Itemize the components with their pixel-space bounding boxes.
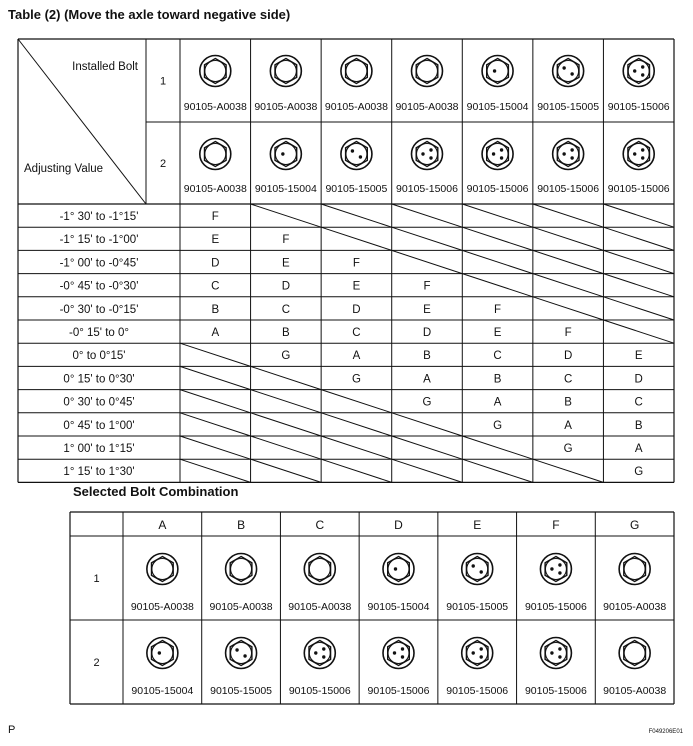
bolt-icon xyxy=(200,139,231,170)
bolt-icon xyxy=(553,56,584,87)
bolt-part-number: 90105-15005 xyxy=(325,183,388,195)
bolt-icon xyxy=(341,56,372,87)
mark-dot xyxy=(562,66,565,69)
mark-dot xyxy=(480,647,483,650)
bolt-icon xyxy=(226,638,257,669)
adjusting-value-range: 1° 15' to 1°30' xyxy=(63,466,135,479)
na-cell-diagonal xyxy=(251,204,322,227)
combination-letter: A xyxy=(211,327,220,339)
na-cell-diagonal xyxy=(392,204,463,227)
mark-dot xyxy=(500,156,503,159)
na-cell-diagonal xyxy=(251,390,322,413)
na-cell-diagonal xyxy=(392,459,463,482)
combination-letter: G xyxy=(563,443,573,455)
bolt-part-number: 90105-A0038 xyxy=(288,601,352,613)
combination-letter: G xyxy=(634,466,644,479)
bolt-part-number: 90105-15004 xyxy=(254,183,317,195)
mark-dot xyxy=(401,647,404,650)
combination-letter: A xyxy=(493,396,502,409)
combination-letter: B xyxy=(493,373,502,386)
combination-letter: B xyxy=(211,303,220,316)
bolt-icon xyxy=(553,139,584,170)
na-cell-diagonal xyxy=(321,436,392,459)
na-cell-diagonal xyxy=(533,204,604,227)
bolt-part-number: 90105-15006 xyxy=(524,685,587,697)
bolt-part-number: 90105-A0038 xyxy=(183,183,247,195)
bolt-icon xyxy=(462,638,493,669)
adjusting-value-label: Adjusting Value xyxy=(24,163,104,175)
na-cell-diagonal xyxy=(462,227,533,250)
mark-dot xyxy=(322,647,325,650)
combination-column-header: G xyxy=(629,518,640,532)
combination-letter: D xyxy=(634,373,643,386)
mark-dot xyxy=(480,655,483,658)
na-cell-diagonal xyxy=(603,204,674,227)
mark-dot xyxy=(500,148,503,151)
combination-letter: G xyxy=(351,373,361,386)
mark-dot xyxy=(243,654,246,657)
bolt-part-number: 90105-15004 xyxy=(367,601,430,613)
na-cell-diagonal xyxy=(251,413,322,436)
combination-letter: D xyxy=(422,327,432,339)
combination-letter: C xyxy=(281,303,291,316)
combination-letter: E xyxy=(352,280,361,293)
na-cell-diagonal xyxy=(321,204,392,227)
mark-dot xyxy=(641,148,644,151)
na-cell-diagonal xyxy=(321,413,392,436)
bolt-icon xyxy=(270,56,301,87)
bolt-icon xyxy=(383,638,414,669)
mark-dot xyxy=(550,567,553,570)
combination-letter: G xyxy=(422,396,432,409)
combination-letter: A xyxy=(352,350,361,363)
mark-dot xyxy=(394,567,397,570)
na-cell-diagonal xyxy=(533,250,604,273)
combination-letter: F xyxy=(282,234,290,247)
combination-letter: B xyxy=(564,396,572,409)
na-cell-diagonal xyxy=(180,436,251,459)
combination-row-label: 2 xyxy=(93,657,100,669)
combination-letter: E xyxy=(211,234,220,247)
mark-dot xyxy=(359,155,362,158)
bolt-icon xyxy=(412,139,443,170)
bolt-icon xyxy=(270,139,301,170)
combination-column-header: E xyxy=(473,518,482,532)
adjusting-value-range: -0° 15' to 0° xyxy=(69,327,129,339)
na-cell-diagonal xyxy=(462,274,533,297)
na-cell-diagonal xyxy=(392,436,463,459)
bolt-part-number: 90105-15004 xyxy=(131,685,194,697)
mark-dot xyxy=(322,655,325,658)
mark-dot xyxy=(641,73,644,76)
na-cell-diagonal xyxy=(251,366,322,389)
adjusting-value-range: -0° 30' to -0°15' xyxy=(59,303,139,316)
bolt-icon xyxy=(540,638,571,669)
bolt-part-number: 90105-15005 xyxy=(537,101,600,113)
combination-column-header: F xyxy=(552,518,560,532)
combination-column-header: D xyxy=(394,518,403,532)
combination-letter: B xyxy=(634,419,643,432)
bolt-part-number: 90105-15006 xyxy=(446,685,509,697)
bolt-icon xyxy=(482,56,513,87)
na-cell-diagonal xyxy=(462,204,533,227)
mark-dot xyxy=(558,655,561,658)
na-cell-diagonal xyxy=(180,390,251,413)
combination-letter: D xyxy=(281,280,291,293)
bolt-part-number: 90105-15005 xyxy=(210,685,273,697)
adjusting-value-range: 0° 30' to 0°45' xyxy=(63,396,135,409)
combination-letter: A xyxy=(423,373,431,386)
na-cell-diagonal xyxy=(180,366,251,389)
bolt-part-number: 90105-A0038 xyxy=(254,101,318,113)
mark-dot xyxy=(472,651,475,654)
mark-dot xyxy=(570,72,573,75)
combination-letter: C xyxy=(634,396,643,409)
combination-letter: C xyxy=(211,280,220,293)
bolt-icon xyxy=(623,56,654,87)
na-cell-diagonal xyxy=(603,274,674,297)
combination-letter: B xyxy=(282,327,290,339)
bolt-part-number: 90105-15004 xyxy=(466,101,529,113)
bolt-part-number: 90105-15006 xyxy=(607,101,670,113)
bolt-icon xyxy=(341,139,372,170)
bolt-icon xyxy=(619,638,650,669)
combination-letter: F xyxy=(211,211,219,223)
bolt-icon xyxy=(226,554,257,585)
mark-dot xyxy=(633,69,636,72)
na-cell-diagonal xyxy=(462,436,533,459)
mark-dot xyxy=(401,655,404,658)
mark-dot xyxy=(429,148,432,151)
na-cell-diagonal xyxy=(462,250,533,273)
combination-letter: G xyxy=(281,350,291,363)
combination-letter: D xyxy=(563,350,573,363)
na-cell-diagonal xyxy=(321,459,392,482)
combination-row-label: 1 xyxy=(93,573,100,585)
na-cell-diagonal xyxy=(603,227,674,250)
mark-dot xyxy=(641,65,644,68)
mark-dot xyxy=(558,647,561,650)
bolt-icon xyxy=(304,638,335,669)
mark-dot xyxy=(570,148,573,151)
na-cell-diagonal xyxy=(392,250,463,273)
na-cell-diagonal xyxy=(251,436,322,459)
na-cell-diagonal xyxy=(180,459,251,482)
na-cell-diagonal xyxy=(392,413,463,436)
mark-dot xyxy=(158,651,161,654)
installed-bolt-label: Installed Bolt xyxy=(72,61,138,73)
mark-dot xyxy=(235,648,238,651)
bolt-icon xyxy=(147,638,178,669)
adjusting-value-range: 0° 45' to 1°00' xyxy=(63,419,135,432)
mark-dot xyxy=(558,571,561,574)
bolt-icon xyxy=(482,139,513,170)
bolt-part-number: 90105-15006 xyxy=(288,685,351,697)
combination-letter: E xyxy=(634,350,643,363)
adjusting-value-range: 0° 15' to 0°30' xyxy=(63,373,135,386)
bolt-row-label: 2 xyxy=(159,158,167,170)
combination-letter: F xyxy=(423,280,431,293)
adjusting-value-range: 1° 00' to 1°15' xyxy=(63,443,135,455)
bolt-part-number: 90105-A0038 xyxy=(603,601,667,613)
bolt-part-number: 90105-15006 xyxy=(607,183,670,195)
adjusting-value-range: -1° 30' to -1°15' xyxy=(59,211,139,223)
footer-page-mark: P xyxy=(8,724,16,736)
bolt-part-number: 90105-15005 xyxy=(446,601,509,613)
mark-dot xyxy=(351,149,354,152)
mark-dot xyxy=(429,156,432,159)
bolt-icon xyxy=(462,554,493,585)
figure-code: F049206E01 xyxy=(648,729,683,735)
table2-title: Table (2) (Move the axle toward negative side) xyxy=(8,7,291,22)
adjusting-value-range: -1° 15' to -1°00' xyxy=(59,234,139,247)
combination-letter: B xyxy=(423,350,431,363)
bolt-part-number: 90105-15006 xyxy=(396,183,458,195)
combination-letter: C xyxy=(493,350,502,363)
combination-letter: D xyxy=(211,257,220,270)
na-cell-diagonal xyxy=(603,297,674,320)
na-cell-diagonal xyxy=(533,459,604,482)
bolt-icon xyxy=(412,56,443,87)
na-cell-diagonal xyxy=(603,250,674,273)
bolt-part-number: 90105-15006 xyxy=(524,601,587,613)
combination-column-header: C xyxy=(315,518,325,532)
mark-dot xyxy=(633,152,636,155)
bolt-part-number: 90105-15006 xyxy=(537,183,600,195)
mark-dot xyxy=(281,152,284,155)
bolt-icon xyxy=(623,139,654,170)
mark-dot xyxy=(314,651,317,654)
mark-dot xyxy=(570,156,573,159)
combination-column-header: B xyxy=(237,518,246,532)
bolt-part-number: 90105-A0038 xyxy=(183,101,247,113)
na-cell-diagonal xyxy=(180,343,251,366)
mark-dot xyxy=(562,152,565,155)
combination-letter: G xyxy=(493,419,503,432)
bolt-icon xyxy=(200,56,231,87)
bolt-icon xyxy=(304,554,335,585)
bolt-part-number: 90105-A0038 xyxy=(324,101,388,113)
combination-letter: F xyxy=(564,327,572,339)
bolt-icon xyxy=(619,554,650,585)
combination-letter: E xyxy=(423,303,431,316)
mark-dot xyxy=(641,156,644,159)
combination-letter: F xyxy=(352,257,360,270)
mark-dot xyxy=(393,651,396,654)
bolt-row-label: 1 xyxy=(159,75,167,88)
adjusting-value-range: -1° 00' to -0°45' xyxy=(59,257,139,270)
na-cell-diagonal xyxy=(180,413,251,436)
bolt-part-number: 90105-A0038 xyxy=(603,685,667,697)
na-cell-diagonal xyxy=(603,320,674,343)
combination-letter: A xyxy=(564,419,572,432)
na-cell-diagonal xyxy=(321,390,392,413)
combination-letter: C xyxy=(352,327,361,339)
na-cell-diagonal xyxy=(251,459,322,482)
combination-column-header: A xyxy=(158,518,167,532)
combination-letter: C xyxy=(563,373,573,386)
na-cell-diagonal xyxy=(392,227,463,250)
na-cell-diagonal xyxy=(462,459,533,482)
mark-dot xyxy=(550,651,553,654)
bolt-part-number: 90105-A0038 xyxy=(130,601,194,613)
bolt-part-number: 90105-15006 xyxy=(466,183,529,195)
na-cell-diagonal xyxy=(321,227,392,250)
mark-dot xyxy=(472,564,475,567)
bolt-part-number: 90105-15006 xyxy=(367,685,430,697)
bolt-icon xyxy=(540,554,571,585)
bolt-icon xyxy=(147,554,178,585)
bolt-part-number: 90105-A0038 xyxy=(209,601,273,613)
combination-letter: A xyxy=(634,443,643,455)
combination-letter: E xyxy=(493,327,502,339)
na-cell-diagonal xyxy=(533,227,604,250)
mark-dot xyxy=(558,563,561,566)
na-cell-diagonal xyxy=(533,274,604,297)
combination-title: Selected Bolt Combination xyxy=(73,484,239,499)
combination-letter: E xyxy=(282,257,290,270)
bolt-part-number: 90105-A0038 xyxy=(395,101,459,113)
combination-letter: F xyxy=(494,303,502,316)
combination-letter: D xyxy=(352,303,361,316)
mark-dot xyxy=(480,570,483,573)
adjusting-value-range: -0° 45' to -0°30' xyxy=(59,280,139,293)
mark-dot xyxy=(492,152,495,155)
adjusting-value-range: 0° to 0°15' xyxy=(72,350,126,363)
bolt-icon xyxy=(383,554,414,585)
mark-dot xyxy=(421,152,424,155)
na-cell-diagonal xyxy=(533,297,604,320)
mark-dot xyxy=(493,69,496,72)
